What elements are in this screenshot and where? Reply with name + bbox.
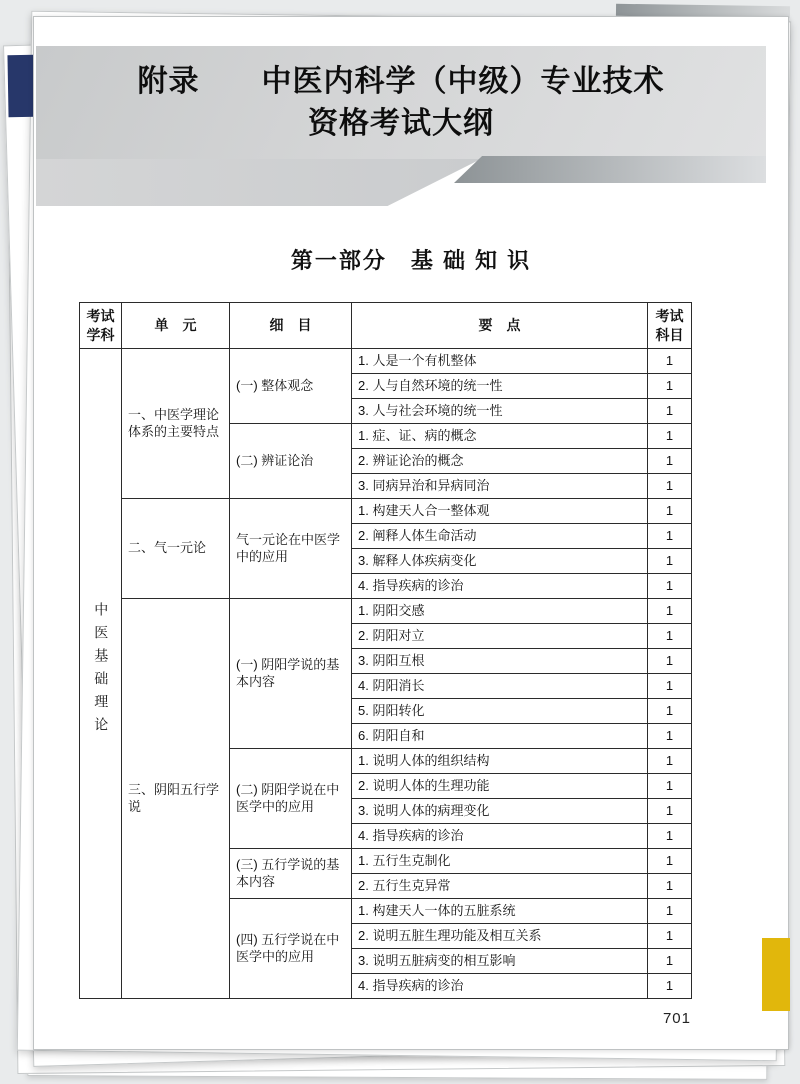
table-row (80, 349, 692, 374)
point-cell: 1. 症、证、病的概念 (352, 424, 648, 449)
score-cell: 1 (648, 824, 692, 849)
score-cell: 1 (648, 399, 692, 424)
score-cell: 1 (648, 624, 692, 649)
score-cell: 1 (648, 424, 692, 449)
column-header-points: 要 点 (352, 303, 648, 349)
book-page (33, 16, 789, 1050)
unit-cell: 三、阴阳五行学说 (122, 599, 230, 999)
detail-cell: (二) 阴阳学说在中医学中的应用 (230, 749, 352, 849)
score-cell: 1 (648, 724, 692, 749)
point-cell: 1. 说明人体的组织结构 (352, 749, 648, 774)
score-cell: 1 (648, 524, 692, 549)
point-cell: 4. 指导疾病的诊治 (352, 974, 648, 999)
point-cell: 3. 解释人体疾病变化 (352, 549, 648, 574)
syllabus-table (79, 302, 692, 999)
score-cell: 1 (648, 749, 692, 774)
score-cell: 1 (648, 649, 692, 674)
subject-vertical-text: 中医基础理论 (93, 602, 110, 741)
column-header-exam-subject: 考试学科 (80, 303, 122, 349)
score-cell: 1 (648, 549, 692, 574)
point-cell: 2. 五行生克异常 (352, 874, 648, 899)
appendix-title-line2: 资格考试大纲 (308, 107, 494, 140)
detail-cell: (四) 五行学说在中医学中的应用 (230, 899, 352, 999)
score-cell: 1 (648, 849, 692, 874)
table-row (80, 599, 692, 624)
score-cell: 1 (648, 474, 692, 499)
banner-swoosh (36, 159, 766, 206)
table-row (80, 499, 692, 524)
detail-cell: (一) 阴阳学说的基本内容 (230, 599, 352, 749)
score-cell: 1 (648, 949, 692, 974)
score-cell: 1 (648, 574, 692, 599)
point-cell: 2. 说明五脏生理功能及相互关系 (352, 924, 648, 949)
score-cell: 1 (648, 874, 692, 899)
section-title: 第一部分 基 础 知 识 (290, 248, 532, 273)
score-cell: 1 (648, 924, 692, 949)
appendix-title-line1: 附录 中医内科学（中级）专业技术 (137, 65, 665, 98)
point-cell: 3. 说明五脏病变的相互影响 (352, 949, 648, 974)
point-cell: 3. 说明人体的病理变化 (352, 799, 648, 824)
point-cell: 2. 辨证论治的概念 (352, 449, 648, 474)
syllabus-table-body (80, 349, 692, 999)
score-cell: 1 (648, 774, 692, 799)
banner-swoosh-left (36, 159, 481, 206)
unit-cell: 一、中医学理论体系的主要特点 (122, 349, 230, 499)
point-cell: 2. 说明人体的生理功能 (352, 774, 648, 799)
score-cell: 1 (648, 449, 692, 474)
score-cell: 1 (648, 974, 692, 999)
detail-cell: 气一元论在中医学中的应用 (230, 499, 352, 599)
unit-cell: 二、气一元论 (122, 499, 230, 599)
point-cell: 3. 同病异治和异病同治 (352, 474, 648, 499)
point-cell: 1. 构建天人一体的五脏系统 (352, 899, 648, 924)
score-cell: 1 (648, 499, 692, 524)
point-cell: 6. 阴阳自和 (352, 724, 648, 749)
point-cell: 3. 阴阳互根 (352, 649, 648, 674)
detail-cell: (一) 整体观念 (230, 349, 352, 424)
chapter-banner (36, 46, 766, 206)
banner-swoosh-stripe (454, 156, 766, 183)
point-cell: 2. 阴阳对立 (352, 624, 648, 649)
subject-cell (80, 349, 122, 999)
point-cell: 5. 阴阳转化 (352, 699, 648, 724)
point-cell: 4. 指导疾病的诊治 (352, 824, 648, 849)
appendix-title (36, 61, 766, 145)
point-cell: 3. 人与社会环境的统一性 (352, 399, 648, 424)
point-cell: 4. 阴阳消长 (352, 674, 648, 699)
score-cell: 1 (648, 599, 692, 624)
navy-edge-tab (7, 55, 35, 117)
score-cell: 1 (648, 674, 692, 699)
point-cell: 1. 构建天人合一整体观 (352, 499, 648, 524)
detail-cell: (二) 辨证论治 (230, 424, 352, 499)
table-header-row (80, 303, 692, 349)
point-cell: 1. 五行生克制化 (352, 849, 648, 874)
column-header-exam-section: 考试科目 (648, 303, 692, 349)
gold-edge-tab (762, 938, 790, 1011)
point-cell: 1. 阴阳交感 (352, 599, 648, 624)
score-cell: 1 (648, 374, 692, 399)
score-cell: 1 (648, 899, 692, 924)
point-cell: 2. 人与自然环境的统一性 (352, 374, 648, 399)
point-cell: 1. 人是一个有机整体 (352, 349, 648, 374)
point-cell: 4. 指导疾病的诊治 (352, 574, 648, 599)
score-cell: 1 (648, 699, 692, 724)
point-cell: 2. 阐释人体生命活动 (352, 524, 648, 549)
column-header-detail: 细 目 (230, 303, 352, 349)
score-cell: 1 (648, 349, 692, 374)
column-header-unit: 单 元 (122, 303, 230, 349)
score-cell: 1 (648, 799, 692, 824)
detail-cell: (三) 五行学说的基本内容 (230, 849, 352, 899)
page-number: 701 (662, 1010, 691, 1027)
